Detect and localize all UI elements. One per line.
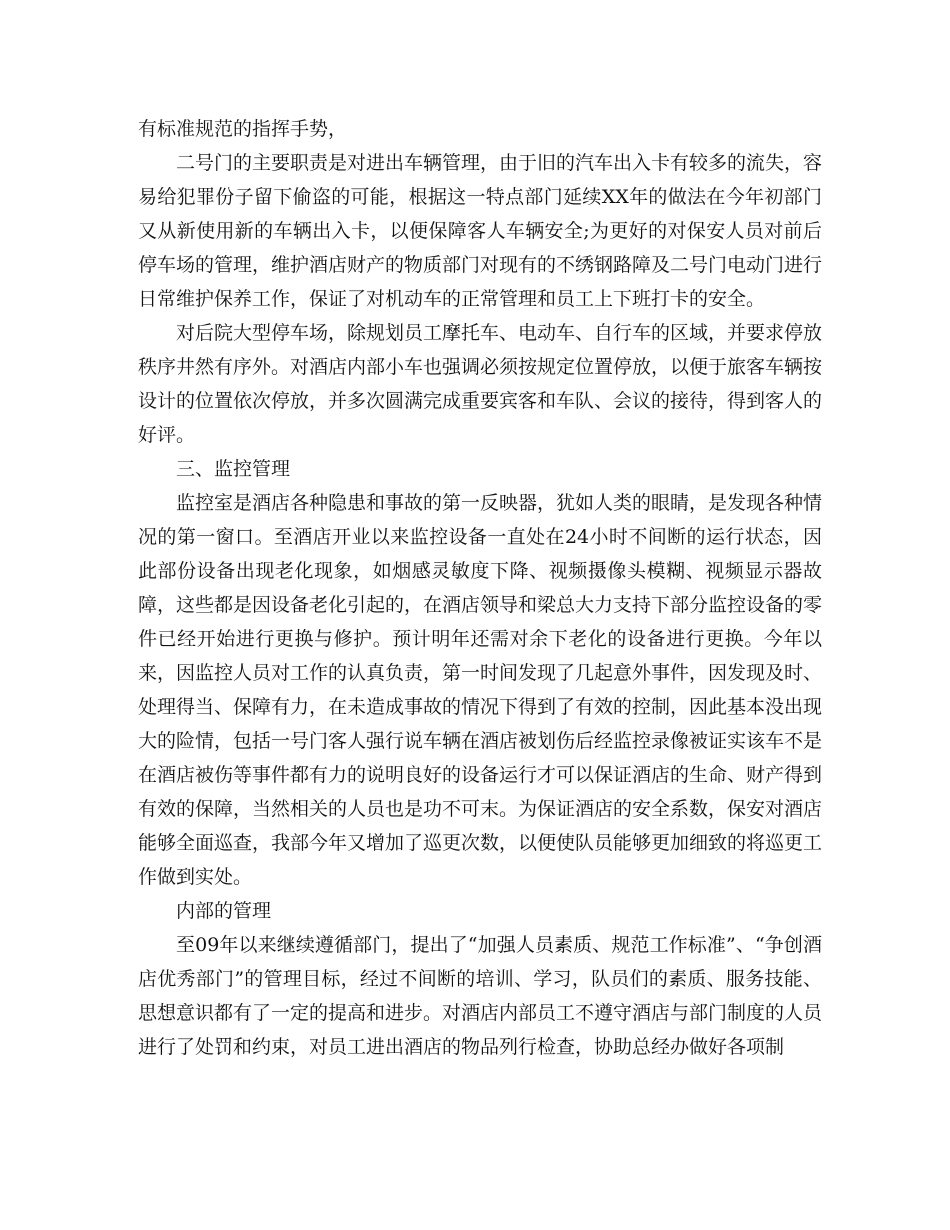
paragraph-continuation: 有标准规范的指挥手势， [138,118,348,140]
paragraph-internal-management: 至09年以来继续遵循部门，提出了“加强人员素质、规范工作标准”、“争创酒店优秀部门”的管理目标，经过不间断的培训、学习，队员们的素质、服务技能、思想意识都有了一定的提高和进步。对酒店内部员工不遵守酒店与部门制度的人员进行了处罚和约束，对员工进出酒店的物品列行检查，协助总经办做好各项制 [138,934,823,1058]
section-heading-internal-management: 内部的管理 [176,900,272,922]
document-page [138,112,822,1064]
paragraph-gate-two-duties: 二号门的主要职责是对进出车辆管理，由于旧的汽车出入卡有较多的流失，容易给犯罪份子留下偷盗的可能，根据这一特点部门延续XX年的做法在今年初部门又从新使用新的车辆出入卡，以便保障客人车辆安全;为更好的对保安人员对前后停车场的管理，维护酒店财产的物质部门对现有的不绣钢路障及二号门电动门进行日常维护保养工作，保证了对机动车的正常管理和员工上下班打卡的安全。 [138,152,823,310]
paragraph-rear-parking: 对后院大型停车场，除规划员工摩托车、电动车、自行车的区域，并要求停放秩序井然有序外。对酒店内部小车也强调必须按规定位置停放，以便于旅客车辆按设计的位置依次停放，并多次圆满完成重要宾客和车队、会议的接待，得到客人的好评。 [138,322,823,446]
section-heading-monitoring: 三、监控管理 [176,458,291,480]
paragraph-monitoring-room: 监控室是酒店各种隐患和事故的第一反映器，犹如人类的眼睛，是发现各种情况的第一窗口。至酒店开业以来监控设备一直处在24小时不间断的运行状态，因此部份设备出现老化现象，如烟感灵敏度下降、视频摄像头模糊、视频显示器故障，这些都是因设备老化引起的，在酒店领导和梁总大力支持下部分监控设备的零件已经开始进行更换与修护。预计明年还需对余下老化的设备进行更换。今年以来，因监控人员对工作的认真负责，第一时间发现了几起意外事件，因发现及时、处理得当、保障有力，在未造成事故的情况下得到了有效的控制，因此基本没出现大的险情，包括一号门客人强行说车辆在酒店被划伤后经监控录像被证实该车不是在酒店被伤等事件都有力的说明良好的设备运行才可以保证酒店的生命、财产得到有效的保障，当然相关的人员也是功不可末。为保证酒店的安全系数，保安对酒店能够全面巡查，我部今年又增加了巡更次数，以便使队员能够更加细致的将巡更工作做到实处。 [138,492,823,888]
